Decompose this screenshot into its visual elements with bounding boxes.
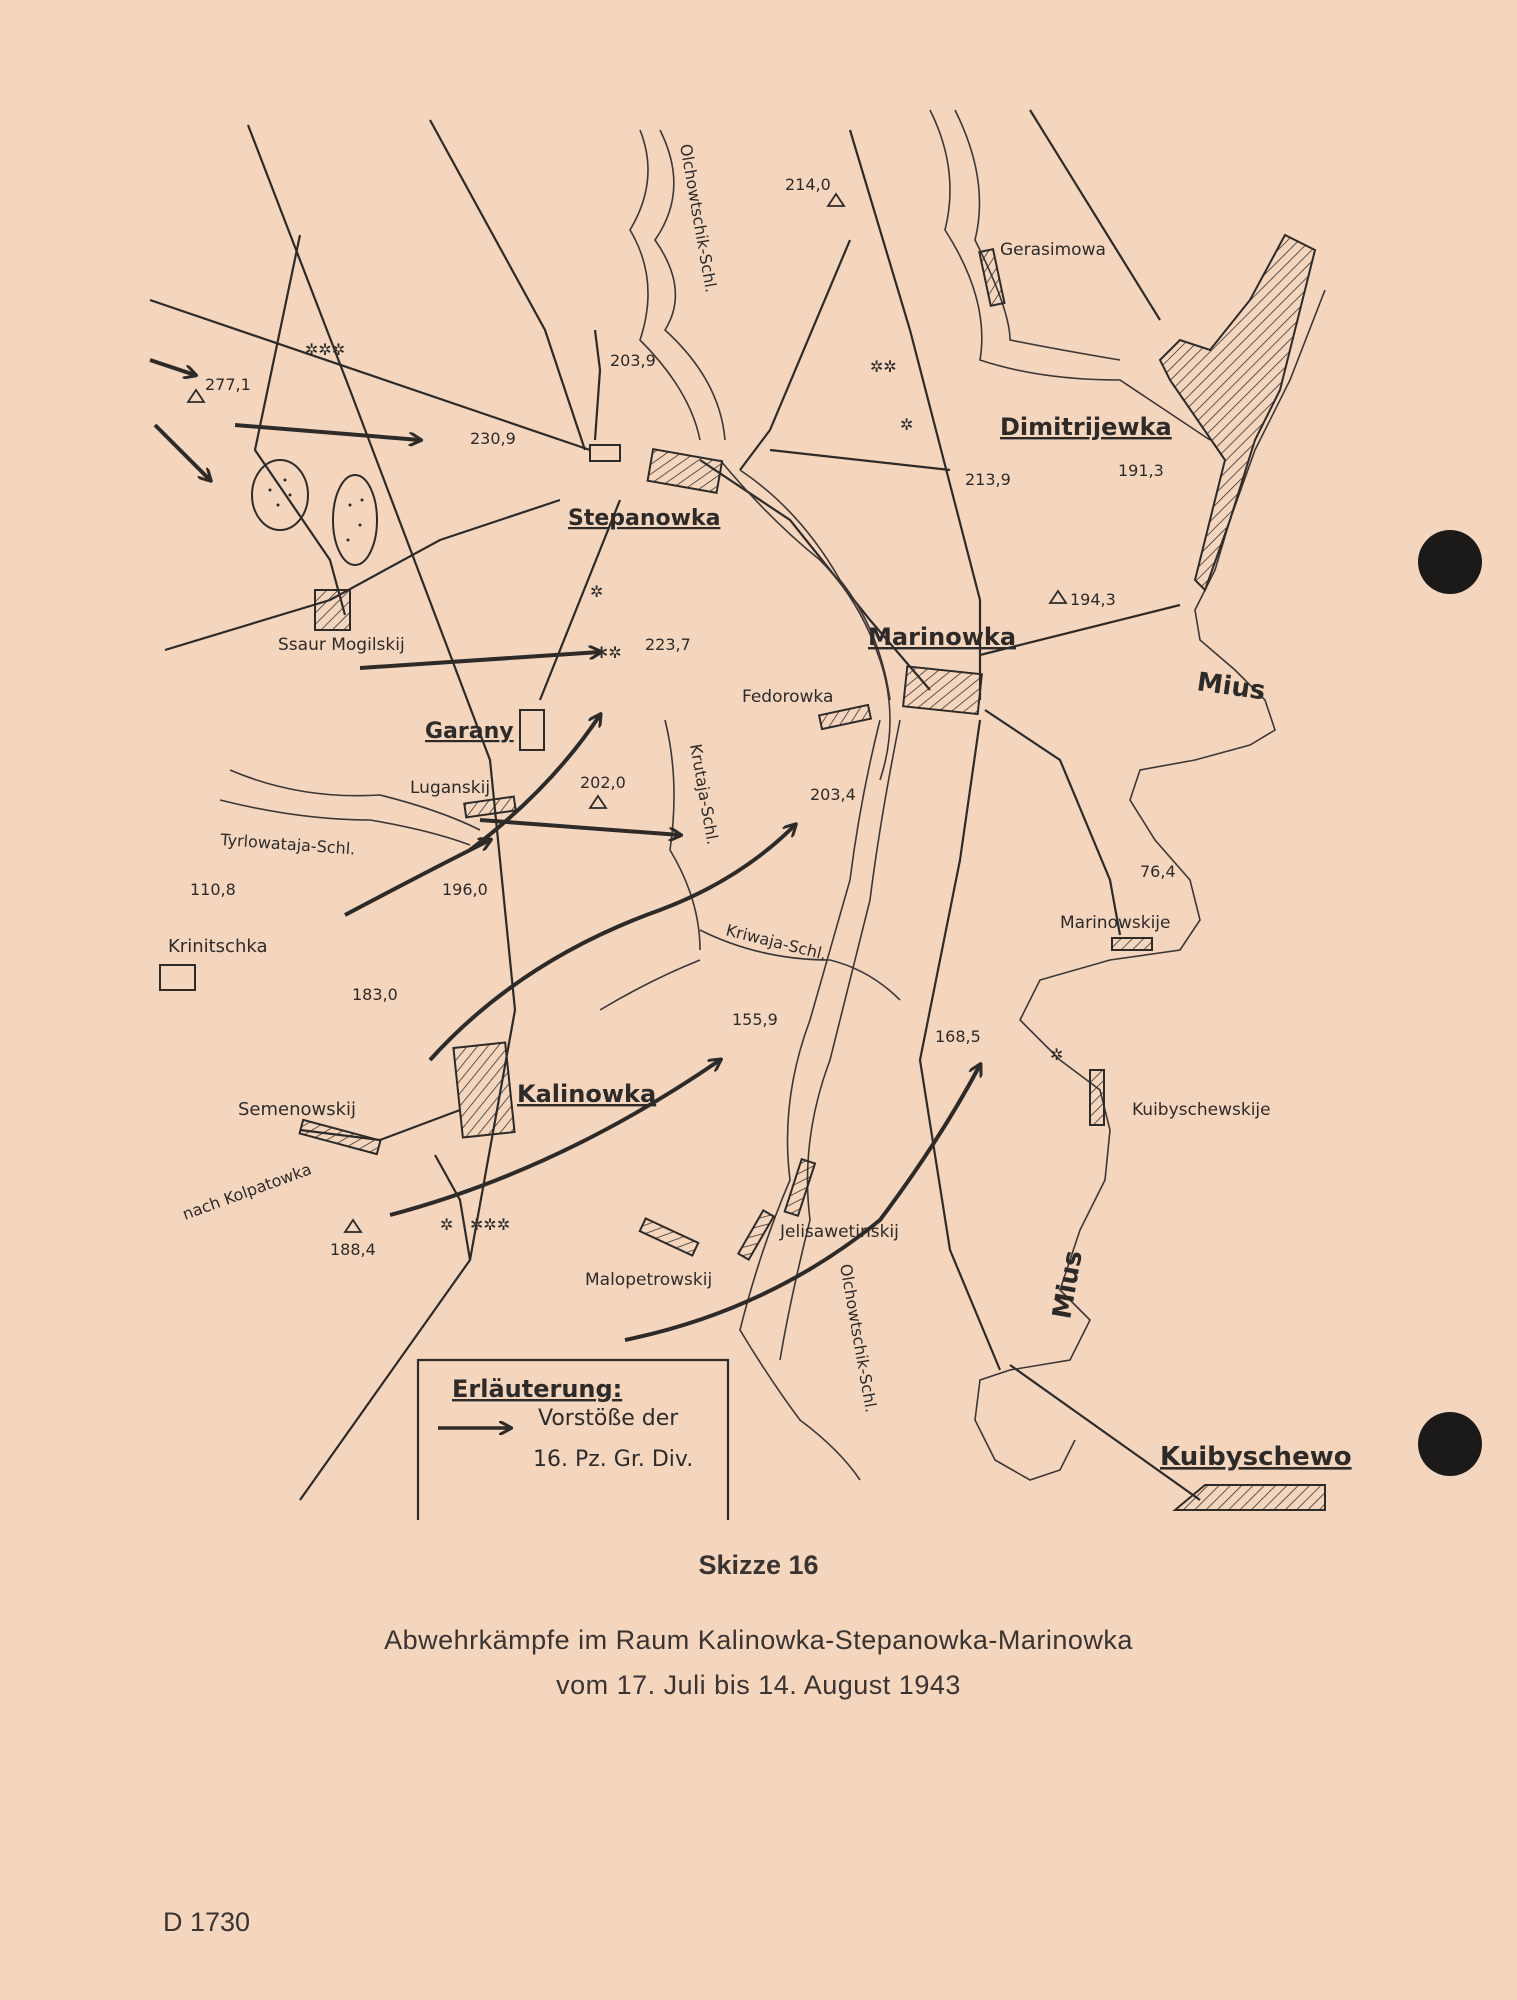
kuibyschewskije-shape [1090, 1070, 1104, 1125]
label-olchowtschik-lower: Olchowtschik-Schl. [836, 1262, 881, 1414]
label-malopetrowskij: Malopetrowskij [585, 1270, 713, 1290]
legend-box [418, 1360, 728, 1520]
label-krutaja: Krutaja-Schl. [686, 742, 723, 847]
label-kalinowka: Kalinowka [517, 1080, 657, 1108]
road-kalinowka-south [435, 1155, 470, 1260]
height-1913: 191,3 [1118, 461, 1164, 480]
rivers [220, 110, 1325, 1480]
height-1884: 188,4 [330, 1240, 376, 1259]
caption-title: Skizze 16 [698, 1550, 819, 1580]
height-2020: 202,0 [580, 773, 626, 792]
kalinowka-shape [453, 1043, 514, 1138]
label-fedorowka: Fedorowka [742, 687, 834, 707]
fedorowka-shape [819, 705, 871, 729]
height-1960: 196,0 [442, 880, 488, 899]
legend-title: Erläuterung: [452, 1375, 623, 1403]
label-kuibyschewskije: Kuibyschewskije [1132, 1100, 1271, 1120]
road-west-loop [255, 235, 345, 615]
label-nach-kolpatowka: nach Kolpatowka [179, 1159, 314, 1224]
legend-line1: Vorstöße der [538, 1406, 679, 1431]
height-1559: 155,9 [732, 1010, 778, 1029]
label-dimitrijewka: Dimitrijewka [1000, 413, 1172, 441]
semenowskij-shape [300, 1120, 381, 1154]
road-northwest-fork [740, 240, 850, 470]
height-2034: 203,4 [810, 785, 856, 804]
label-olchowtschik-upper: Olchowtschik-Schl. [676, 142, 721, 294]
label-marinowka: Marinowka [868, 623, 1017, 651]
kuibyschewo-shape [1175, 1485, 1325, 1510]
road-central [700, 460, 930, 690]
dimitrijewka-shape [1160, 235, 1315, 590]
label-jelisawetinskij: Jelisawetinskij [780, 1222, 899, 1242]
caption-line-1: Abwehrkämpfe im Raum Kalinowka-Stepanowka-Marinowka [384, 1625, 1133, 1655]
gerasimowa-ravine [930, 110, 1210, 440]
road-east-fork [1030, 110, 1160, 320]
label-krinitschka: Krinitschka [168, 936, 268, 957]
arrow-3 [235, 425, 420, 440]
svg-text:✲: ✲ [900, 415, 914, 434]
road-north-marinowka [850, 130, 980, 700]
punch-hole-top [1418, 530, 1482, 594]
height-2309: 230,9 [470, 429, 516, 448]
height-2039: 203,9 [610, 351, 656, 370]
svg-text:✲✲: ✲✲ [595, 643, 622, 662]
label-marinowskije: Marinowskije [1060, 913, 1171, 933]
height-764: 76,4 [1140, 862, 1176, 881]
road-north-stepanowka [430, 120, 585, 450]
svg-text:✲: ✲ [590, 582, 604, 601]
wooded-areas [252, 460, 377, 565]
svg-text:✲: ✲ [1050, 1045, 1064, 1064]
label-gerasimowa: Gerasimowa [1000, 240, 1106, 260]
road-marinowskije [985, 710, 1120, 935]
arrow-1 [150, 360, 195, 375]
roads [150, 110, 1200, 1500]
height-1943: 194,3 [1070, 590, 1116, 609]
height-2139: 213,9 [965, 470, 1011, 489]
label-stepanowka: Stepanowka [568, 506, 721, 531]
krinitschka-shape [160, 965, 195, 990]
svg-text:✲✲: ✲✲ [870, 357, 897, 376]
svg-text:✲✲✲: ✲✲✲ [305, 340, 346, 359]
label-kuibyschewo: Kuibyschewo [1160, 1442, 1352, 1472]
road-ssaur [165, 500, 560, 650]
marinowskije-shape [1112, 938, 1152, 950]
label-tyrlowataja: Tyrlowataja-Schl. [219, 830, 356, 859]
label-mius-upper: Mius [1195, 667, 1268, 707]
wood-patch-2 [333, 475, 377, 565]
arrow-6 [480, 820, 680, 835]
arrow-2 [155, 425, 210, 480]
road-stepanowka-south [595, 330, 600, 440]
svg-text:✲: ✲ [440, 1215, 454, 1234]
stepanowka-shape [648, 449, 722, 493]
label-semenowskij: Semenowskij [238, 1099, 357, 1120]
luganskij-shape [464, 797, 515, 818]
label-luganskij: Luganskij [410, 778, 491, 798]
label-garany: Garany [425, 719, 514, 744]
height-1685: 168,5 [935, 1027, 981, 1046]
marinowka-shape [903, 666, 982, 714]
road-kuibyschewo [1010, 1365, 1200, 1500]
arrow-7 [345, 840, 490, 915]
height-2140: 214,0 [785, 175, 831, 194]
olchowtschik-ravine-mid [720, 460, 890, 780]
height-1108: 110,8 [190, 880, 236, 899]
garany-shape [520, 710, 544, 750]
caption-line-2: vom 17. Juli bis 14. August 1943 [556, 1670, 961, 1700]
label-ssaur-mogilskij: Ssaur Mogilskij [278, 635, 405, 655]
legend-line2: 16. Pz. Gr. Div. [533, 1447, 694, 1472]
label-mius-lower: Mius [1047, 1248, 1089, 1322]
label-kriwaja: Kriwaja-Schl. [724, 920, 829, 964]
height-1830: 183,0 [352, 985, 398, 1004]
road-dimitrijewka [770, 450, 950, 470]
document-id: D 1730 [163, 1907, 251, 1937]
height-2237: 223,7 [645, 635, 691, 654]
svg-text:✲✲✲: ✲✲✲ [470, 1215, 511, 1234]
height-2771: 277,1 [205, 375, 251, 394]
punch-hole-bottom [1418, 1412, 1482, 1476]
wood-patch-1 [252, 460, 308, 530]
malopetrowskij-shape [640, 1218, 698, 1255]
ssaur-shape [315, 590, 350, 630]
